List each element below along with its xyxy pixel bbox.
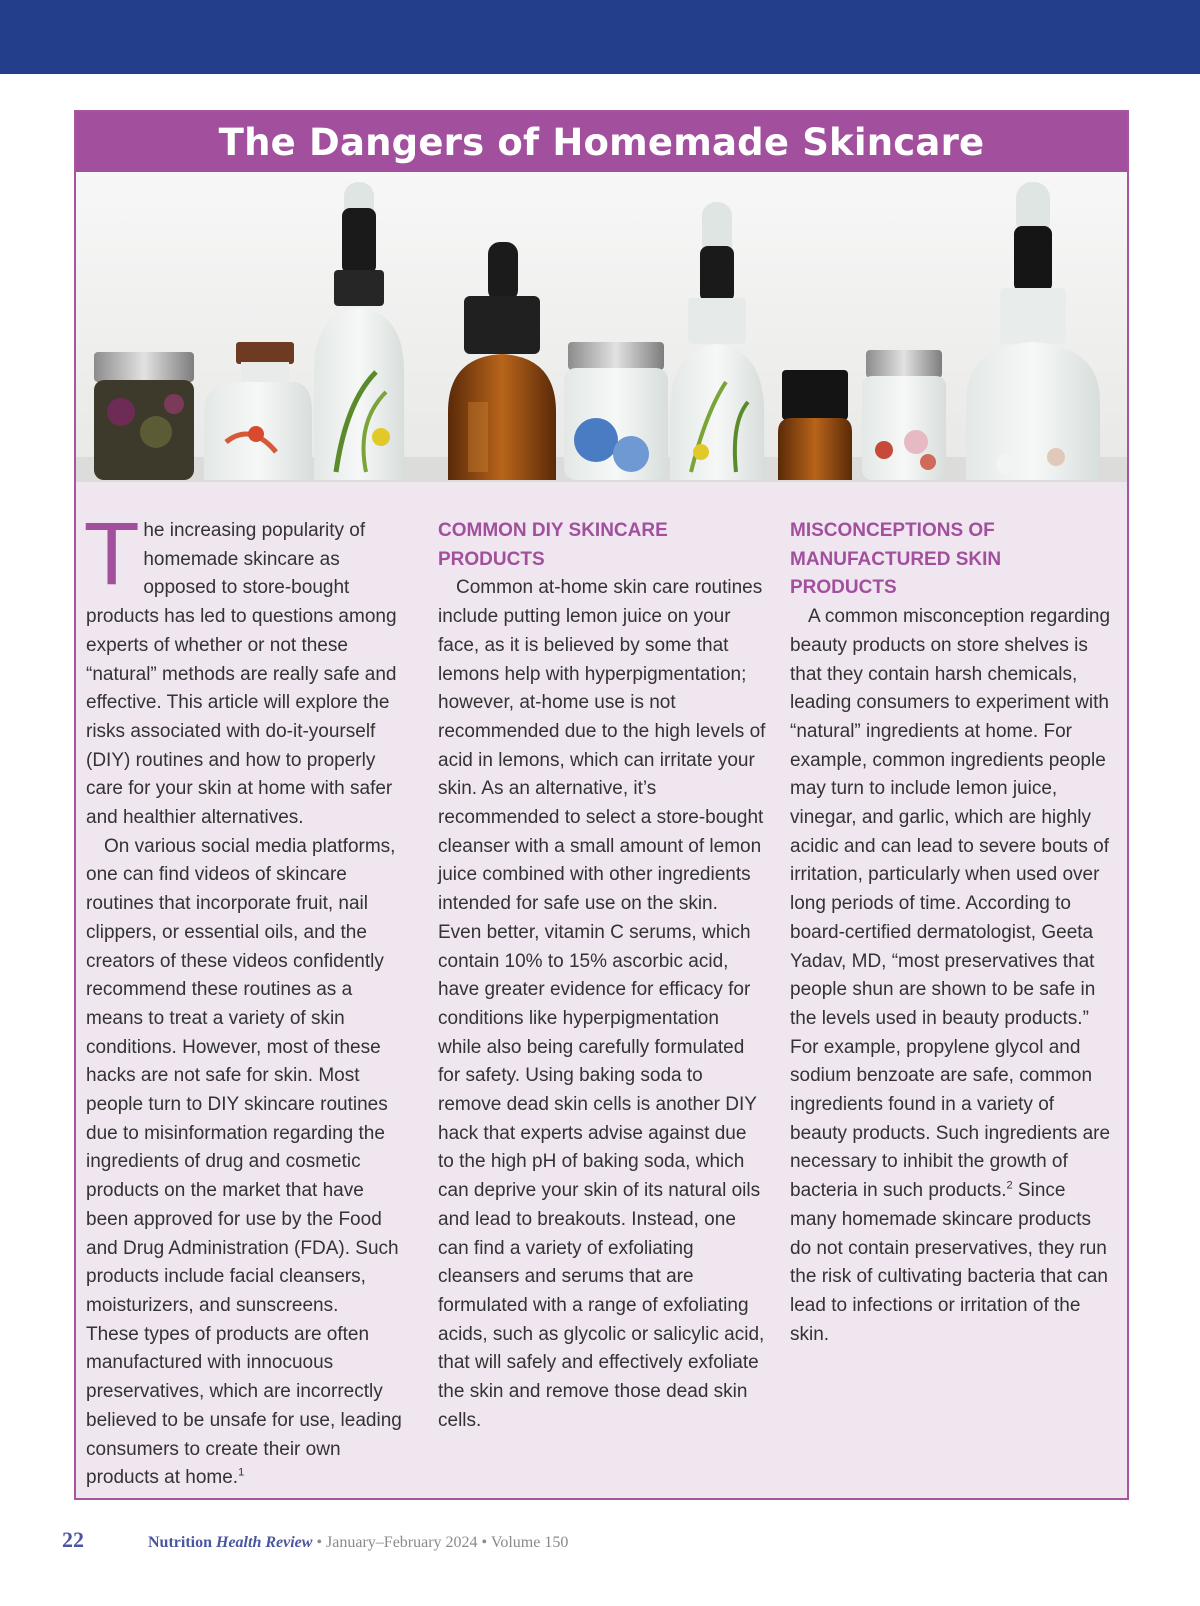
section-heading: MISCONCEPTIONS OF MANUFACTURED SKIN PRODUCTS: [790, 520, 1002, 599]
section-heading: COMMON DIY SKINCARE PRODUCTS: [438, 520, 668, 570]
page-footer: [62, 1527, 568, 1555]
column-1: [86, 506, 408, 1493]
drop-cap: T: [86, 506, 138, 604]
column-2: [438, 517, 766, 1436]
paragraph: These types of products are often manufactured with innocuous preservatives, which are incorrectly believed to be unsafe for use, leading consumers to create their own products at home.$^1$: [86, 1323, 402, 1489]
article-panel: [74, 110, 1129, 1500]
skincare-bottles-photo: [76, 172, 1127, 482]
intro-paragraph: The increasing popularity of homemade skincare as opposed to store-bought products has led to questions among experts of whether or not these “natural” methods are really safe and effective. This article will explore the risks associated with do-it-yourself (DIY) routines and how to properly care for your skin at home with safer and healthier alternatives.: [86, 506, 397, 829]
page-number: 22: [62, 1527, 84, 1552]
title-bar: [76, 112, 1127, 172]
paragraph: Common at-home skin care routines include putting lemon juice on your face, as it is believed by some that lemons help with hyperpigmentation; however, at-home use is not recommended due to the high levels of acid in lemons, which can irritate your skin. As an alternative, it’s recommended to select a store-bought cleanser with a small amount of lemon juice combined with other ingredients intended for safe use on the skin. Even better, vitamin C serums, which contain 10% to 15% ascorbic acid, have greater evidence for efficacy for conditions like hyperpigmentation while also being carefully formulated for safety. Using baking soda to remove dead skin cells is another DIY hack that experts advise against due to the high pH of baking soda, which can deprive your skin of its natural oils and lead to breakouts. Instead, one can find a variety of exfoliating cleansers and serums that are formulated with a range of exfoliating acids, such as glycolic or salicylic acid, that will safely and effectively exfoliate the skin and remove those dead skin cells.: [438, 577, 766, 1431]
footnote-ref: 1: [238, 1466, 245, 1479]
paragraph: A common misconception regarding beauty products on store shelves is that they contain harsh chemicals, leading consumers to experiment with “natural” ingredients at home. For example, common ingredients people may turn to include lemon juice, vinegar, and garlic, which are highly acidic and can lead to severe bouts of irritation, particularly when used over long periods of time. According to board-certified dermatologist, Geeta Yadav, MD, “most preservatives that people shun are shown to be safe in the levels used in beauty products.” For example, propylene glycol and sodium benzoate are safe, common ingredients found in a variety of beauty products. Such ingredients are necessary to inhibit the growth of bacteria in such products.$^2$ Since many homemade skincare products do not contain preservatives, they run the risk of cultivating bacteria that can lead to infections or irritation of the skin.: [790, 606, 1111, 1345]
article-title: The Dangers of Homemade Skincare: [218, 120, 985, 164]
paragraph: On various social media platforms, one can find videos of skincare routines that incorporate fruit, nail clippers, or essential oils, and the creators of these videos confidently recommend these routines as a means to treat a variety of skin conditions. However, most of these hacks are not safe for skin. Most people turn to DIY skincare routines due to misinformation regarding the ingredients of drug and cosmetic products on the market that have been approved for use by the Food and Drug Administration (FDA). Such products include facial cleansers, moisturizers, and sunscreens.: [86, 835, 399, 1316]
footnote-ref: 2: [1006, 1179, 1013, 1192]
top-color-band: [0, 0, 1200, 74]
publication-info: Nutrition Health Review • January–February 2024 • Volume 150: [148, 1534, 569, 1551]
column-3: [790, 517, 1112, 1349]
